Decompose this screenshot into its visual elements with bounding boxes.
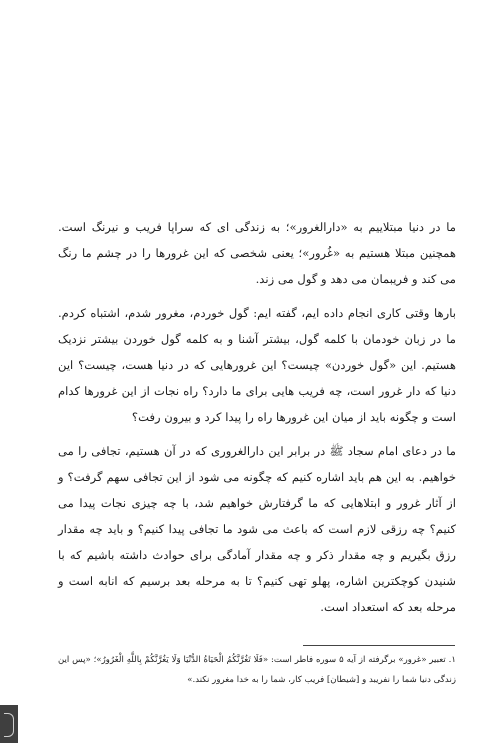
- publisher-logo-mark: [0, 705, 18, 743]
- footnote: ۱. تعبیر «غرور» برگرفته از آیه ۵ سوره فاطر است: «فَلَا تَغُرَّنَّكُمُ الْحَيَاةُ الدُّنْيَا وَلَا يَغُرَّنَّكُمْ بِاللَّهِ الْغَرُورُ»؛ «پس این زندگی دنیا شما را نفریبد و [شیطان] فریب کار، شما را به خدا مغرور نکند.»: [58, 655, 456, 685]
- paragraph-1: ما در دنیا مبتلاییم به «دارالغرور»؛ به زندگی ای که سراپا فریب و نیرنگ است. همچنین مبتلا هستیم به «غُرور»؛ یعنی شخصی که این غرورها را در چشم ما رنگ می کند و فریبمان می دهد و گول می زند.: [58, 220, 456, 286]
- footnote-divider: [303, 645, 455, 646]
- main-text: [58, 214, 456, 628]
- paragraph-3: ما در دعای امام سجاد ﷺ در برابر این دارالغروری که در آن هستیم، تجافی را می خواهیم. به این هم باید اشاره کنیم که چگونه می شود از این تجافی سهم گرفت؟ و از آثار غرور و ابتلاهایی که ما گرفتارش خواهیم شد، با چه چیزی نجات پیدا می کنیم؟ چه رزقی لازم است که باعث می شود ما تجافی پیدا کنیم؟ و باید چه مقدار رزق بگیریم و چه مقدار ذکر و چه مقدار آمادگی برای حوادث داشته باشیم که با شنیدن کوچکترین اشاره، پهلو تهی کنیم؟ تا به مرحله بعد برسیم که انابه است و مرحله بعد که استعداد است.: [58, 444, 456, 614]
- paragraph-2: بارها وقتی کاری انجام داده ایم، گفته ایم: گول خوردم، مغرور شدم، اشتباه کردم. ما در زبان خودمان با کلمه گول، بیشتر آشنا و به کلمه گول خوردن بیشتر نزدیک هستیم. این «گول خوردن» چیست؟ این غرورهایی که در دنیا هست، چیست؟ این دنیا که دار غرور است، چه فریب هایی برای ما دارد؟ راه نجات از این غرورها کدام است و چگونه باید از میان این غرورها راه را پیدا کرد و بیرون رفت؟: [58, 306, 456, 424]
